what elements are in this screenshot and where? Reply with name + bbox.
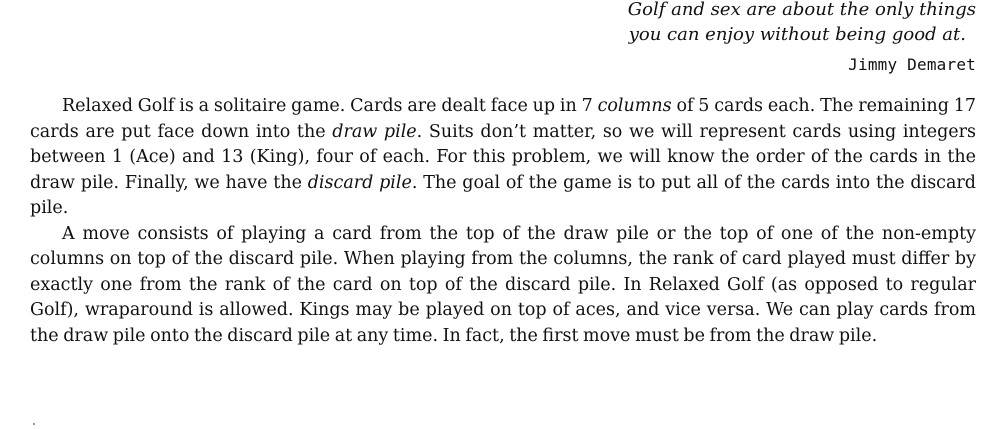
epigraph-author: Jimmy Demaret — [848, 55, 976, 74]
page-mark — [33, 423, 35, 425]
paragraph-2: A move consists of playing a card from the top of the draw pile or the top of one of the non-empty columns on top of the discard pile. When playing from the columns, the rank of card played must differ by exactly one from the rank of the card on top of the discard pile. In Relaxed Golf (as opposed to regular Golf), wraparound is allowed. Kings may be played on top of aces, and vice versa. We can play cards from the draw pile onto the discard pile at any time. In fact, the first move must be from the draw pile. — [30, 223, 976, 346]
epigraph-line-1: Golf and sex are about the only things — [627, 0, 976, 20]
paragraph-1-text-b: of 5 cards each. The remaining 17 cards are put face down into the — [30, 96, 976, 142]
epigraph-line-2: you can enjoy without being good at. — [628, 24, 966, 45]
problem-description — [30, 94, 976, 349]
document-page — [30, 0, 976, 349]
paragraph-1-text-a: Relaxed Golf is a solitaire game. Cards are dealt face up in 7 — [62, 96, 598, 116]
paragraph-1 — [30, 94, 976, 222]
term-columns: columns — [597, 96, 672, 116]
term-draw-pile: draw pile — [332, 121, 417, 142]
paragraph-1-text-d: . The goal of the game is to put all of the cards into the discard pile. — [30, 172, 976, 218]
term-discard-pile: discard pile — [307, 172, 412, 193]
paragraph-1-text-c: . Suits don’t matter, so we will represent cards using integers between 1 (Ace) and 13 (King), four of each. For this problem, we will know the order of the cards in the draw pile. Finally, we have the — [30, 121, 976, 193]
epigraph-quote — [30, 0, 976, 47]
